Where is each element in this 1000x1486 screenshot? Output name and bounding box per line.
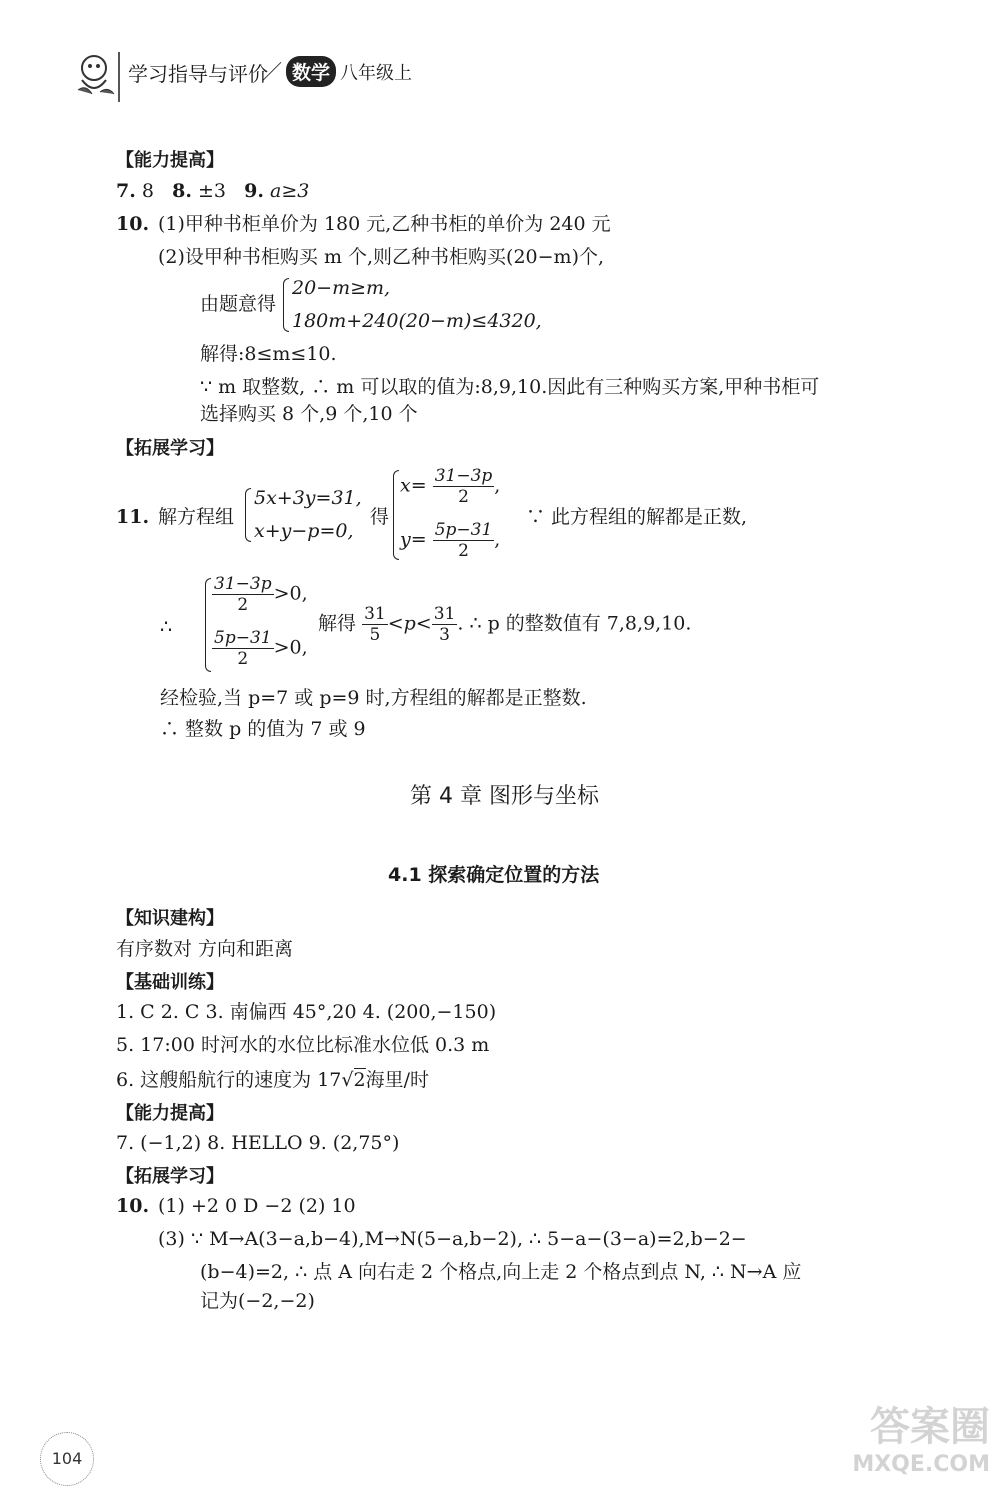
answers-7-9 — [116, 179, 309, 203]
q11-eq1: 5x+3y=31, — [254, 487, 362, 509]
q11-r2-denominator: 3 — [439, 625, 450, 645]
q11-c2-denominator: 2 — [237, 649, 249, 669]
basic-answers-1-4: 1. C 2. C 3. 南偏西 45°,20 4. (200,−150) — [116, 1001, 497, 1023]
q11-y-solution — [400, 520, 500, 561]
watermark-label: 答案圈 — [870, 1404, 990, 1450]
q11-get: 得 — [370, 506, 390, 528]
header-slash: ／ — [262, 60, 282, 84]
section-extend-1: 【拓展学习】 — [116, 438, 224, 459]
q10-choose-line: 选择购买 8 个,9 个,10 个 — [200, 403, 418, 425]
section-knowledge: 【知识建构】 — [116, 908, 224, 929]
q10-part1: (1)甲种书柜单价为 180 元,乙种书柜的单价为 240 元 — [158, 213, 611, 235]
q11-y-denominator: 2 — [458, 541, 469, 561]
q11-eq2: x+y−p=0, — [254, 520, 354, 542]
header-book-title: 学习指导与评价 — [128, 62, 268, 86]
chapter-title: 第 4 章 图形与坐标 — [410, 784, 599, 809]
q11-x-comma: , — [494, 474, 501, 497]
q11-solve-system: 解方程组 — [158, 506, 235, 528]
q11-r2-numerator: 31 — [433, 604, 456, 624]
q11-conclusion: ∴ 整数 p 的值为 7 或 9 — [160, 718, 366, 740]
q11-c2-fraction — [212, 628, 274, 669]
q10-given: 由题意得 — [200, 293, 277, 315]
q11-y-fraction — [433, 520, 495, 561]
header-subject: 数学 — [286, 56, 336, 87]
q11-y-lhs: y= — [400, 528, 427, 551]
page-number: 104 — [40, 1432, 94, 1486]
watermark-text: MXQE.COM — [852, 1452, 990, 1477]
q11-num: 11. — [116, 506, 150, 528]
q10-num: 10. — [116, 213, 150, 235]
q11-c1-fraction — [212, 574, 274, 615]
q11-r1-numerator: 31 — [364, 604, 386, 624]
q11-x-fraction — [433, 466, 495, 507]
sqrt-sign: √ — [341, 1069, 354, 1091]
watermark-logo — [750, 1395, 990, 1477]
q10-system-brace — [283, 278, 289, 332]
q11-r1-denominator: 5 — [369, 625, 381, 645]
q10-ineq1: 20−m≥m, — [292, 277, 391, 299]
q9-num: 9. — [244, 180, 264, 202]
q11-x-numerator: 31−3p — [434, 466, 493, 486]
q11-system-brace — [245, 488, 251, 542]
q10-part2: (2)设甲种书柜购买 m 个,则乙种书柜购买(20−m)个, — [158, 246, 605, 268]
q11-condition-1 — [212, 574, 308, 615]
q11-range — [318, 604, 691, 645]
q11-x-lhs: x= — [400, 474, 427, 497]
header-divider — [118, 52, 120, 102]
q10-because-line: ∵ m 取整数, ∴ m 可以取的值为:8,9,10.因此有三种购买方案,甲种书柜可 — [200, 376, 820, 398]
section-ability-2: 【能力提高】 — [116, 1103, 224, 1124]
q11-c1-numerator: 31−3p — [214, 574, 272, 594]
q11-integer-values: . ∴ p 的整数值有 7,8,9,10. — [457, 612, 692, 635]
q11-x-denominator: 2 — [458, 487, 469, 507]
ability-answers-7-9: 7. (−1,2) 8. HELLO 9. (2,75°) — [116, 1132, 400, 1154]
q11-c1-tail: >0, — [273, 582, 308, 605]
q11-range-mid: <p< — [387, 612, 432, 635]
b6-pre: 6. 这艘船航行的速度为 17 — [116, 1069, 342, 1091]
q11-solution-brace — [393, 470, 399, 560]
b6-root: 2 — [353, 1069, 366, 1091]
basic-answer-6 — [116, 1068, 429, 1092]
section-ability-1: 【能力提高】 — [116, 150, 224, 171]
extend-q10-part3-line1: (3) ∵ M→A(3−a,b−4),M→N(5−a,b−2), ∴ 5−a−(3−a)=2,b−2− — [158, 1228, 747, 1250]
extend-q10-num: 10. — [116, 1195, 150, 1217]
q11-y-comma: , — [494, 528, 501, 551]
q11-r1-fraction — [362, 604, 388, 645]
q11-condition-brace — [205, 578, 211, 672]
q11-c2-numerator: 5p−31 — [214, 628, 272, 648]
q8-num: 8. — [172, 180, 192, 202]
section-title: 4.1 探索确定位置的方法 — [388, 864, 600, 886]
q7-num: 7. — [116, 180, 136, 202]
extend-q10-part3-line2: (b−4)=2, ∴ 点 A 向右走 2 个格点,向上走 2 个格点到点 N, ∴ N→A 应 — [200, 1261, 802, 1283]
q11-reason: ∵ 此方程组的解都是正数, — [526, 506, 748, 528]
knowledge-text: 有序数对 方向和距离 — [116, 938, 294, 960]
q11-x-solution — [400, 466, 500, 507]
q8-answer: ±3 — [198, 180, 227, 202]
q11-r2-fraction — [432, 604, 458, 645]
mascot-logo-icon — [72, 50, 118, 98]
q7-answer: 8 — [141, 180, 154, 202]
extend-q10-part3-line3: 记为(−2,−2) — [200, 1290, 315, 1312]
q11-condition-2 — [212, 628, 308, 669]
extend-q10-part1-2: (1) +2 0 D −2 (2) 10 — [158, 1195, 356, 1217]
q11-c2-tail: >0, — [273, 636, 308, 659]
header-grade: 八年级上 — [340, 63, 412, 84]
q9-answer: a≥3 — [270, 180, 310, 202]
q11-therefore-1: ∴ — [160, 616, 173, 638]
q10-ineq2: 180m+240(20−m)≤4320, — [292, 310, 542, 332]
q11-solved-label: 解得 — [318, 612, 357, 635]
q10-solve: 解得:8≤m≤10. — [200, 343, 337, 365]
b6-post: 海里/时 — [365, 1069, 429, 1091]
q11-c1-denominator: 2 — [237, 595, 249, 615]
q11-y-numerator: 5p−31 — [434, 520, 493, 540]
section-extend-2: 【拓展学习】 — [116, 1166, 224, 1187]
basic-answer-5: 5. 17:00 时河水的水位比标准水位低 0.3 m — [116, 1034, 490, 1056]
q11-check: 经检验,当 p=7 或 p=9 时,方程组的解都是正整数. — [160, 687, 587, 709]
section-basic: 【基础训练】 — [116, 972, 224, 993]
